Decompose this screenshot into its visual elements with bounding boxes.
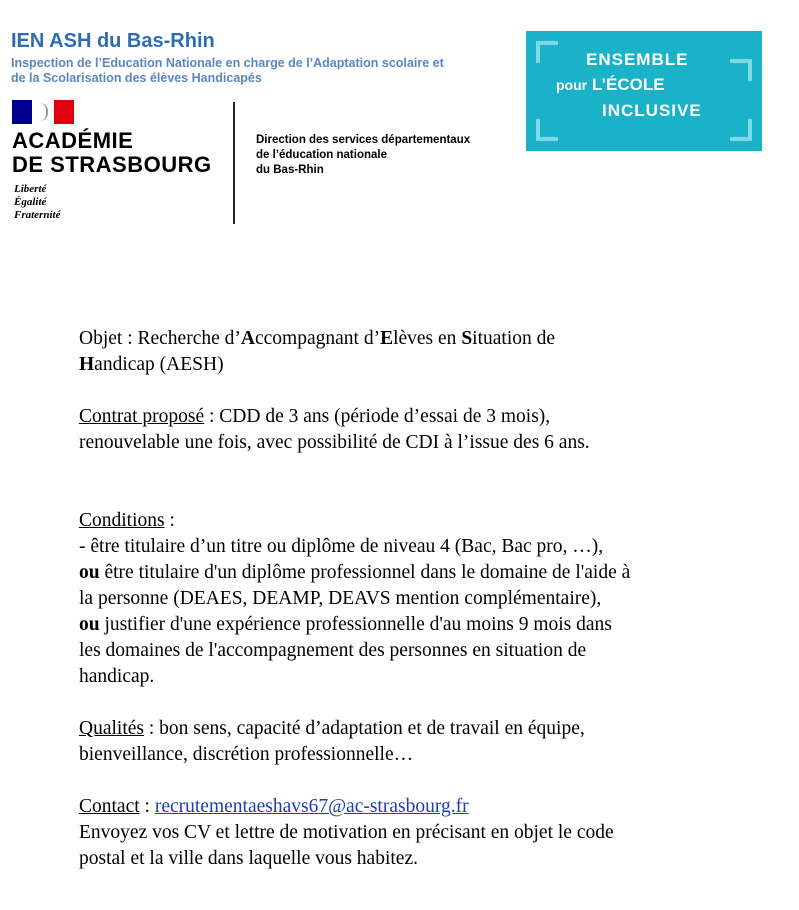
academy-name-line1: ACADÉMIE bbox=[12, 128, 134, 153]
motto-fraternite: Fraternité bbox=[14, 209, 61, 221]
qualites-paragraph: Qualités : bon sens, capacité d’adaptation et de travail en équipe, bienveillance, discrétion professionnelle… bbox=[79, 718, 585, 765]
badge-line1: ENSEMBLE bbox=[586, 50, 689, 69]
motto-egalite: Égalité bbox=[14, 196, 47, 208]
direction-line1: Direction des services départementaux bbox=[256, 134, 471, 146]
ien-title: IEN ASH du Bas-Rhin bbox=[11, 30, 215, 52]
motto-liberte: Liberté bbox=[14, 183, 47, 195]
ensemble-ecole-inclusive-badge bbox=[526, 31, 762, 151]
badge-line2: pour L’ÉCOLE bbox=[556, 75, 665, 94]
contrat-paragraph: Contrat proposé : CDD de 3 ans (période d’essai de 3 mois), renouvelable une fois, avec possibilité de CDI à l’issue des 6 ans. bbox=[79, 406, 590, 453]
contact-email-link[interactable]: recrutementaeshavs67@ac-strasbourg.fr bbox=[154, 796, 469, 817]
ien-subtitle-line2: de la Scolarisation des élèves Handicapés bbox=[11, 71, 262, 85]
logo-divider bbox=[233, 102, 235, 224]
direction-line2: de l’éducation nationale bbox=[256, 149, 387, 161]
job-offer-body bbox=[79, 326, 779, 872]
direction-line3: du Bas-Rhin bbox=[256, 164, 324, 176]
direction-block bbox=[256, 133, 470, 178]
contrat-label: Contrat proposé bbox=[79, 406, 205, 427]
contact-paragraph: Contact : recrutementaeshavs67@ac-strasbourg.fr Envoyez vos CV et lettre de motivation en précisant en objet le code postal et la ville dans laquelle vous habitez. bbox=[79, 796, 614, 869]
qualites-label: Qualités bbox=[79, 718, 144, 739]
academy-name-line2: DE STRASBOURG bbox=[12, 152, 212, 177]
conditions-label: Conditions bbox=[79, 510, 165, 531]
ien-subtitle-line1: Inspection de l’Education Nationale en charge de l’Adaptation scolaire et bbox=[11, 56, 444, 70]
republic-motto bbox=[14, 183, 60, 222]
badge-line3: INCLUSIVE bbox=[602, 101, 702, 120]
objet-paragraph: Objet : Recherche d’Accompagnant d’Elèves en Situation de Handicap (AESH) bbox=[79, 328, 556, 375]
conditions-paragraph: Conditions : - être titulaire d’un titre ou diplôme de niveau 4 (Bac, Bac pro, …), ou être titulaire d'un diplôme professionnel dans le domaine de l'aide à la personne (DEAES, DEAMP, DEAVS mention complémentaire), ou justifier d'une expérience professionnelle d'au moins 9 mois dans les domaines de l'accompagnement des personnes en situation de handicap. bbox=[79, 510, 631, 687]
ien-subtitle bbox=[11, 56, 511, 86]
contact-label: Contact bbox=[79, 796, 140, 817]
marianne-flag-icon bbox=[12, 100, 74, 124]
